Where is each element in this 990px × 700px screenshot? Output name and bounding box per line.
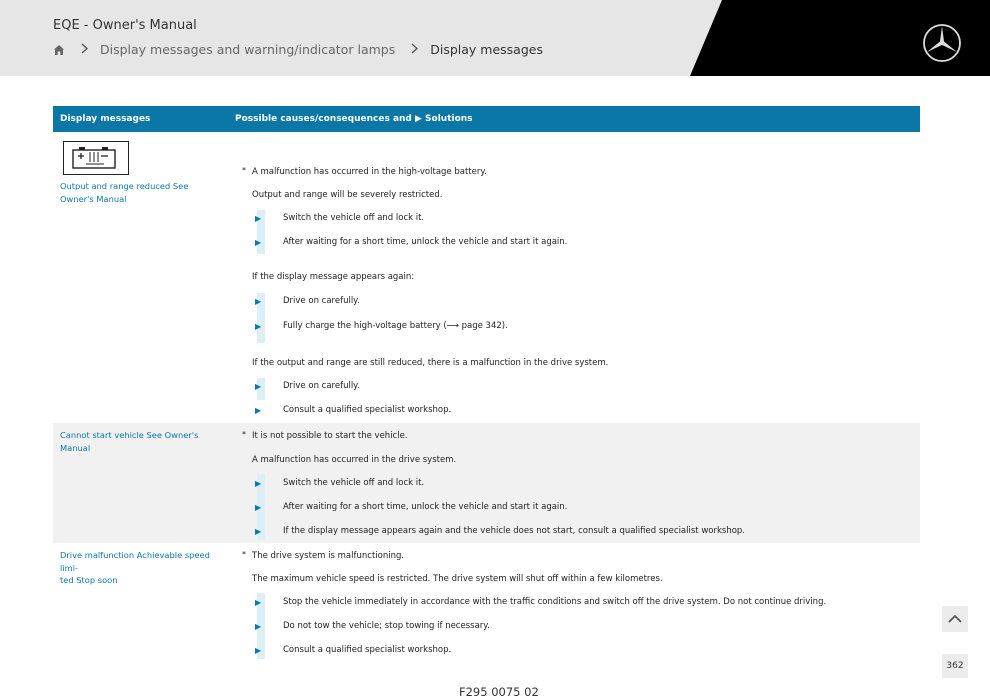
display-message-line: Drive malfunction Achievable speed limi- [60,550,210,573]
consequence-text: Output and range will be severely restricted. [252,190,443,200]
consequence-text: A malfunction has occurred in the drive system. [252,455,457,465]
column-header-solutions: Possible causes/consequences and ▶ Solutions [235,114,473,124]
solution-step: Do not tow the vehicle; stop towing if necessary. [283,621,490,631]
chevron-up-icon [942,606,968,632]
solution-step: After waiting for a short time, unlock the vehicle and start it again. [283,502,568,512]
solutions-cell [235,132,910,415]
breadcrumb [53,42,543,57]
chevron-right-icon [81,43,88,57]
arrow-icon: ▶ [255,297,262,306]
breadcrumb-item-section[interactable]: Display messages and warning/indicator lamps [100,42,396,57]
manual-title: EQE - Owner's Manual [53,18,197,33]
solution-step: If the display message appears again and the vehicle does not start, consult a qualified specialist workshop. [283,526,746,536]
solution-step: Switch the vehicle off and lock it. [283,478,425,488]
arrow-icon: ▶ [255,646,262,655]
cause-text: It is not possible to start the vehicle. [252,431,408,441]
table-row [53,543,920,663]
solution-step: After waiting for a short time, unlock the vehicle and start it again. [283,237,568,247]
solution-step: Switch the vehicle off and lock it. [283,213,425,223]
display-message-text[interactable]: Cannot start vehicle See Owner's Manual [60,430,199,453]
arrow-icon: ▶ [255,622,262,631]
figure-code: F295 0075 02 [459,685,539,699]
breadcrumb-item-current: Display messages [430,42,543,57]
page-number-button[interactable]: 362 [942,654,968,678]
condition-text: If the display message appears again: [252,272,415,282]
arrow-icon: ▶ [255,322,262,331]
consequence-text: The maximum vehicle speed is restricted. The drive system will shut off within a few kilometres. [252,574,663,584]
solution-step-with-page-link[interactable]: Fully charge the high-voltage battery (⟶ page 342). [283,321,508,331]
table-header [53,106,920,132]
solution-step: Consult a qualified specialist workshop. [283,405,452,415]
header [0,0,990,76]
arrow-icon: ▶ [255,598,262,607]
arrow-icon: ▶ [255,382,262,391]
arrow-icon: ▶ [255,406,262,415]
bullet-marker: * [242,166,246,175]
arrow-icon: ▶ [255,238,262,247]
scroll-to-top-button[interactable] [942,606,968,632]
mercedes-star-logo[interactable] [922,23,962,63]
arrow-icon: ▶ [255,527,262,536]
solution-step: Consult a qualified specialist workshop. [283,645,452,655]
arrow-icon: ▶ [255,479,262,488]
bullet-marker: * [242,550,246,559]
column-header-messages: Display messages [60,114,151,124]
display-message-text[interactable]: Output and range reduced See Owner's Manual [60,181,189,204]
bullet-marker: * [242,430,246,439]
solution-step: Stop the vehicle immediately in accordance with the traffic conditions and switch off the drive system. Do not continue driving. [283,597,827,607]
solutions-cell [235,543,910,663]
table-row [53,132,920,415]
home-icon[interactable] [53,44,65,56]
chevron-right-icon [411,43,418,57]
cause-text: A malfunction has occurred in the high-voltage battery. [252,167,487,177]
cause-text: The drive system is malfunctioning. [252,551,405,561]
arrow-icon: ▶ [255,214,262,223]
solutions-cell [235,423,910,543]
condition-text: If the output and range are still reduced, there is a malfunction in the drive system. [252,358,609,368]
table-row [53,423,920,543]
display-messages-table [53,106,920,663]
battery-malfunction-icon [63,141,129,175]
display-message-line: ted Stop soon [60,575,118,585]
display-message-text[interactable] [60,549,220,587]
solution-step: Drive on carefully. [283,296,360,306]
solution-step: Drive on carefully. [283,381,360,391]
arrow-icon: ▶ [255,503,262,512]
